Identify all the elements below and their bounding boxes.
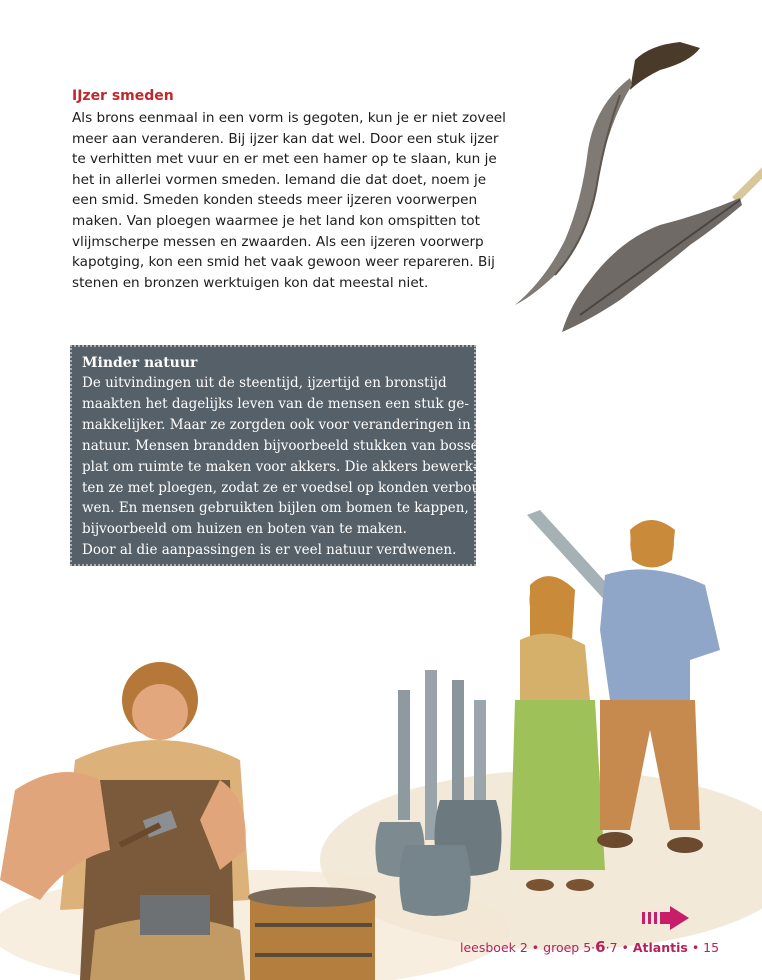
body-line: te verhitten met vuur en er met een hamer op te slaan, kun je bbox=[72, 151, 497, 168]
page-footer bbox=[460, 938, 719, 956]
footer-group-dot: · bbox=[605, 940, 610, 955]
box-line: wen. En mensen gebruikten bijlen om bomen te kappen, bbox=[82, 500, 469, 517]
footer-group-dot: · bbox=[591, 940, 596, 955]
box-line: De uitvindingen uit de steentijd, ijzertijd en bronstijd bbox=[82, 375, 447, 391]
box-line: ten ze met ploegen, zodat ze er voedsel op konden verbou- bbox=[82, 479, 485, 496]
box-line: plat om ruimte te maken voor akkers. Die akkers bewerk- bbox=[82, 458, 478, 475]
body-line: kapotging, kon een smid het vaak gewoon weer repareren. Bij bbox=[72, 254, 495, 271]
footer-group-current: 6 bbox=[595, 938, 606, 956]
body-line: vlijmscherpe messen en zwaarden. Als een ijzeren voorwerp bbox=[72, 233, 484, 250]
box-line: maakten het dagelijks leven van de mensen een stuk ge- bbox=[82, 395, 469, 412]
footer-book: leesboek 2 bbox=[460, 940, 528, 955]
body-line: meer aan veranderen. Bij ijzer kan dat wel. Door een stuk ijzer bbox=[72, 130, 499, 147]
box-line: bijvoorbeeld om huizen en boten van te maken. bbox=[82, 521, 407, 538]
footer-bullet: • bbox=[691, 940, 700, 955]
footer-series: Atlantis bbox=[632, 940, 688, 955]
body-line: stenen en bronzen werktuigen kon dat meestal niet. bbox=[72, 274, 429, 291]
footer-bullet: • bbox=[531, 940, 540, 955]
arrow-right-icon[interactable] bbox=[640, 906, 690, 930]
body-line: Als brons eenmaal in een vorm is gegoten, kun je er niet zoveel bbox=[72, 110, 506, 126]
info-box bbox=[70, 345, 492, 566]
body-line: het in allerlei vormen smeden. Iemand die dat doet, noem je bbox=[72, 171, 487, 188]
box-line: makkelijker. Maar ze zorgden ook voor veranderingen in de bbox=[82, 416, 492, 433]
page-number: 15 bbox=[703, 940, 720, 955]
body-line: maken. Van ploegen waarmee je het land kon omspitten tot bbox=[72, 212, 480, 229]
info-box-text bbox=[82, 373, 492, 561]
footer-group-suffix: 7 bbox=[609, 940, 618, 955]
woman-figure-illustration bbox=[510, 576, 605, 891]
footer-bullet: • bbox=[621, 940, 629, 955]
box-line: Door al die aanpassingen is er veel natuur verdwenen. bbox=[82, 542, 457, 559]
box-line: natuur. Mensen brandden bijvoorbeeld stukken van bossen bbox=[82, 437, 488, 454]
section-body-text bbox=[72, 108, 506, 293]
info-box-title: Minder natuur bbox=[82, 355, 198, 371]
footer-group-prefix: groep 5 bbox=[543, 940, 592, 955]
body-line: een smid. Smeden konden steeds meer ijzeren voorwerpen bbox=[72, 192, 478, 209]
section-heading: IJzer smeden bbox=[72, 88, 174, 104]
